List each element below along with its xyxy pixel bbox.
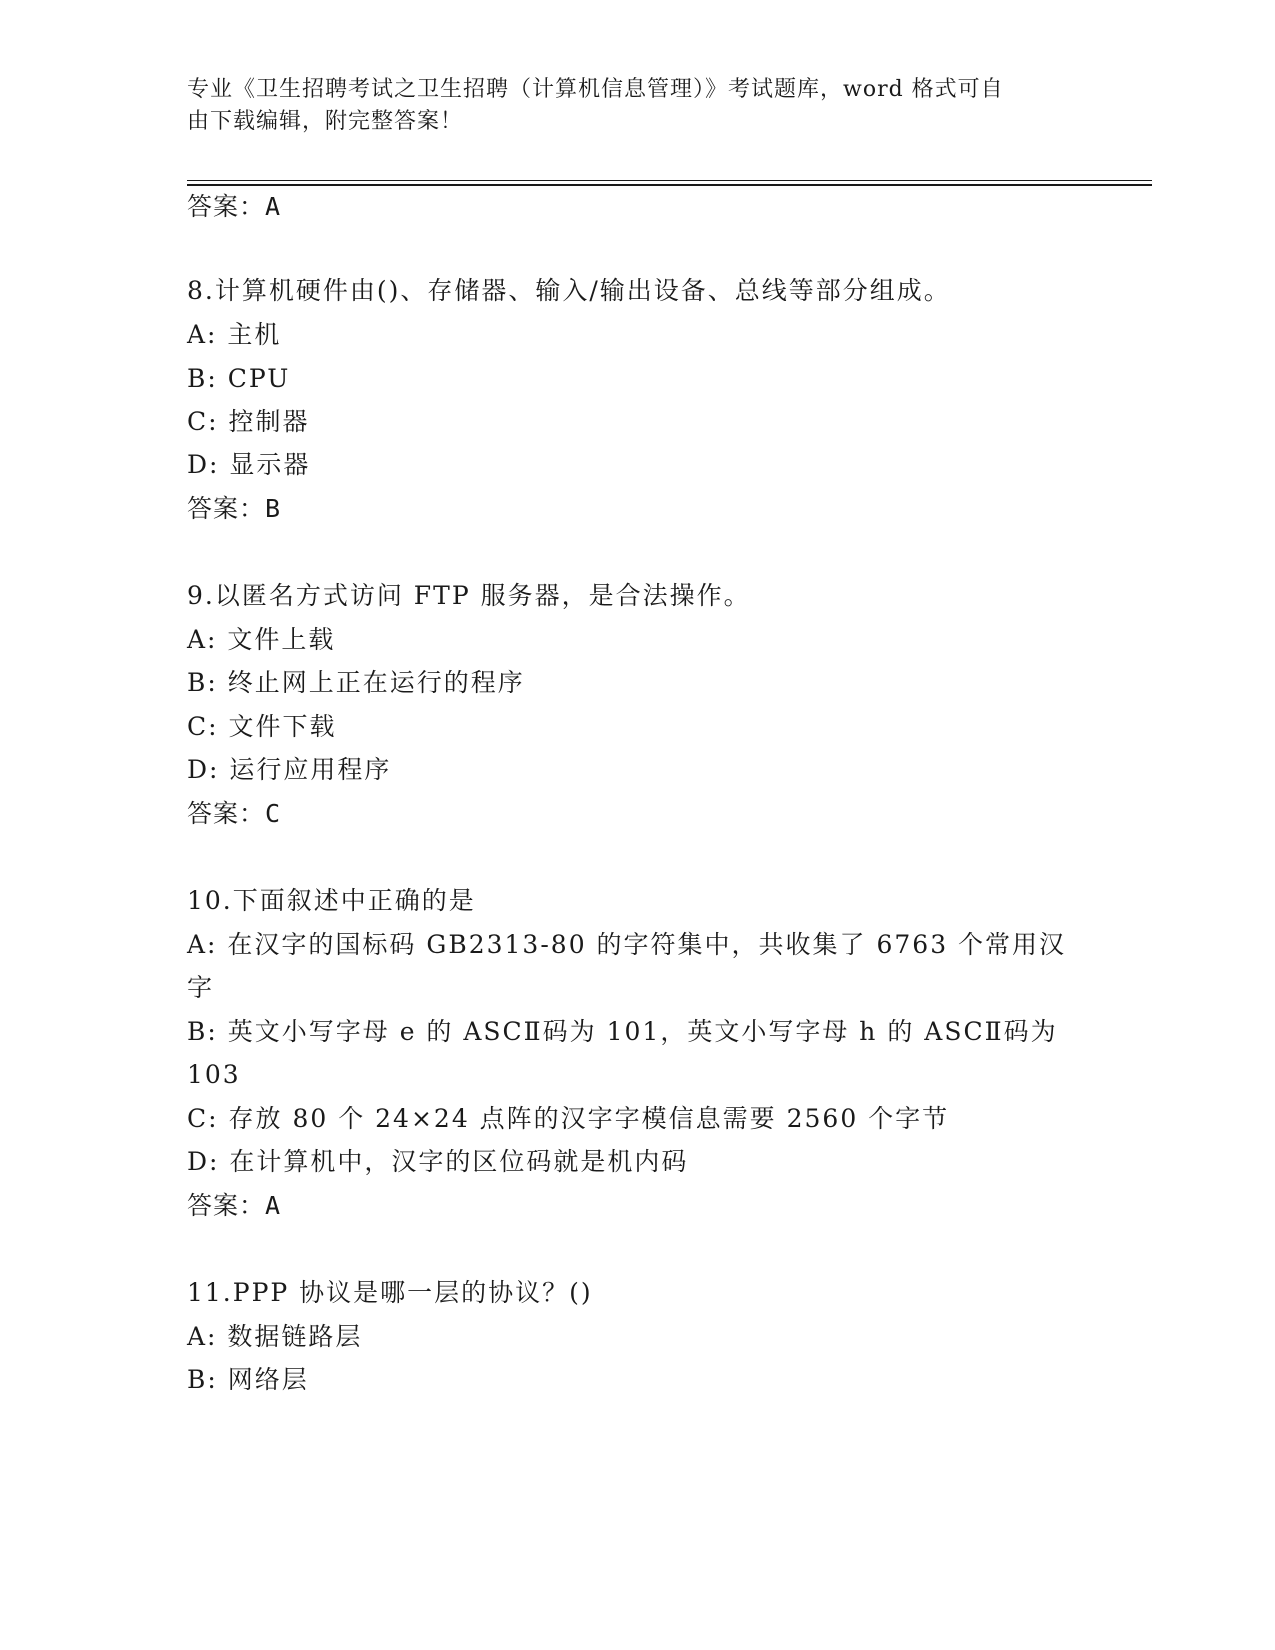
option-d: D: 运行应用程序: [187, 755, 392, 784]
option-b-continued: 103: [187, 1060, 241, 1089]
answer-line: 答案：A: [187, 1191, 282, 1220]
answer-line: 答案：C: [187, 799, 282, 828]
header-line-1: 专业《卫生招聘考试之卫生招聘（计算机信息管理）》考试题库，word 格式可自: [187, 77, 1004, 102]
option-a: A: 文件上载: [187, 625, 336, 654]
header-divider-thick: [187, 184, 1152, 186]
option-c: C: 控制器: [187, 407, 310, 436]
option-d: D: 显示器: [187, 450, 311, 479]
answer-line: 答案：A: [187, 192, 282, 221]
option-c: C: 存放 80 个 24×24 点阵的汉字字模信息需要 2560 个字节: [187, 1104, 950, 1133]
header-divider-thin: [187, 180, 1152, 181]
question-stem: 8.计算机硬件由()、存储器、输入/输出设备、总线等部分组成。: [187, 276, 951, 305]
header-line-2: 由下载编辑，附完整答案！: [187, 109, 464, 134]
option-b: B: 英文小写字母 e 的 ASCⅡ码为 101，英文小写字母 h 的 ASCⅡ码为: [187, 1017, 1058, 1046]
option-a: A: 主机: [187, 320, 282, 349]
option-b: B: 网络层: [187, 1365, 309, 1394]
option-c: C: 文件下载: [187, 712, 337, 741]
option-a: A: 数据链路层: [187, 1322, 363, 1351]
question-stem: 9.以匿名方式访问 FTP 服务器，是合法操作。: [187, 581, 751, 610]
document-header: [187, 74, 1067, 138]
question-stem: 10.下面叙述中正确的是: [187, 886, 476, 915]
option-d: D: 在计算机中，汉字的区位码就是机内码: [187, 1147, 689, 1176]
option-a-continued: 字: [187, 973, 215, 1002]
option-a: A: 在汉字的国标码 GB2313-80 的字符集中，共收集了 6763 个常用汉: [187, 930, 1067, 959]
answer-line: 答案：B: [187, 494, 282, 523]
option-b: B: CPU: [187, 364, 291, 393]
option-b: B: 终止网上正在运行的程序: [187, 668, 525, 697]
question-stem: 11.PPP 协议是哪一层的协议？(): [187, 1278, 593, 1307]
